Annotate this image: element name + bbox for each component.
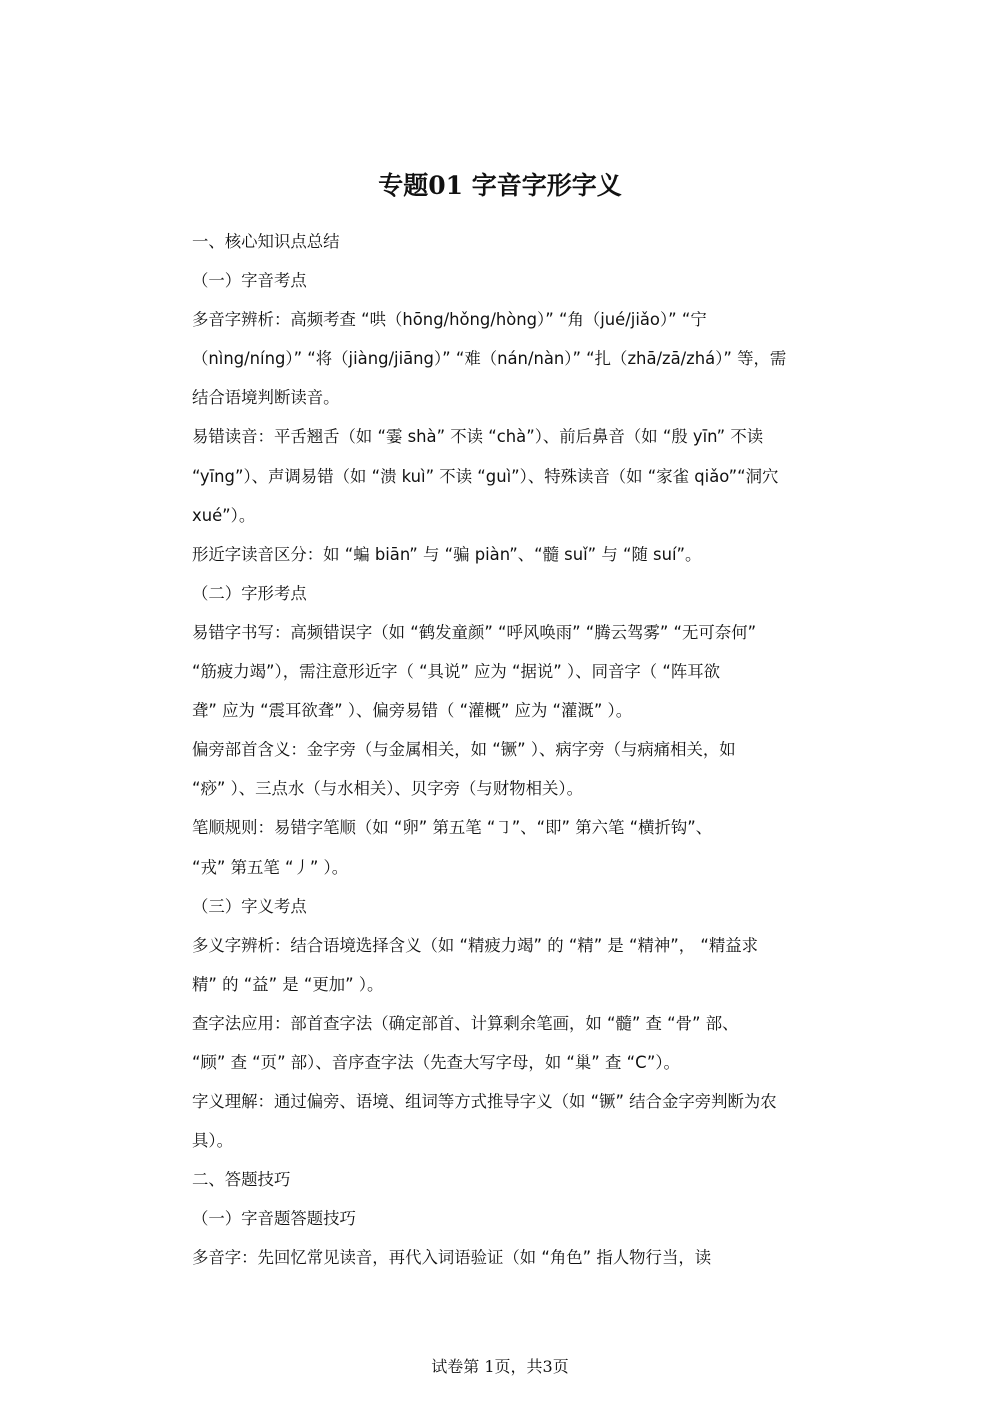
text-line: “yīng”）、声调易错（如 “溃 kuì” 不读 “guì”）、特殊读音（如 “家雀 qiǎo”“洞穴 — [192, 466, 779, 486]
subsection-heading-pronunciation: （一）字音考点 — [192, 271, 307, 291]
text-line: “筋疲力竭”），需注意形近字（ “具说” 应为 “据说” ）、同音字（ “阵耳欲 — [192, 662, 721, 682]
subsection-heading-glyph: （二）字形考点 — [192, 583, 307, 603]
text-line: 多音字辨析：高频考查 “哄（hōng/hǒng/hòng）” “角（jué/jiǎo）” “宁 — [192, 310, 707, 330]
text-line: 易错读音：平舌翘舌（如 “霎 shà” 不读 “chà”）、前后鼻音（如 “殷 yīn” 不读 — [192, 427, 764, 447]
text-line: 聋” 应为 “震耳欲聋” ）、偏旁易错（ “灌概” 应为 “灌溉” ）。 — [192, 701, 633, 721]
subsection-heading-pronunciation-tips: （一）字音题答题技巧 — [192, 1209, 356, 1229]
text-line: xué”）。 — [192, 505, 256, 525]
text-line: 多义字辨析：结合语境选择含义（如 “精疲力竭” 的 “精” 是 “精神”， “精益求 — [192, 935, 759, 955]
text-line: 精” 的 “益” 是 “更加” ）。 — [192, 974, 384, 994]
section-heading-core-knowledge: 一、核心知识点总结 — [192, 232, 340, 251]
text-line: “痧” ）、三点水（与水相关）、贝字旁（与财物相关）。 — [192, 779, 583, 799]
document-body — [192, 222, 852, 1278]
text-line: 易错字书写：高频错误字（如 “鹤发童颜” “呼风唤雨” “腾云驾雾” “无可奈何” — [192, 622, 757, 642]
subsection-heading-meaning: （三）字义考点 — [192, 896, 307, 916]
text-line: 多音字：先回忆常见读音，再代入词语验证（如 “角色” 指人物行当，读 — [192, 1248, 712, 1268]
text-line: 字义理解：通过偏旁、语境、组词等方式推导字义（如 “镢” 结合金字旁判断为农 — [192, 1092, 777, 1112]
section-heading-answer-tips: 二、答题技巧 — [192, 1170, 291, 1190]
text-line: 偏旁部首含义：金字旁（与金属相关，如 “镢” ）、病字旁（与病痛相关，如 — [192, 740, 736, 760]
text-line: 笔顺规则：易错字笔顺（如 “卵” 第五笔 “㇆”、“即” 第六笔 “横折钩”、 — [192, 818, 713, 838]
page-footer: 试卷第 1页，共3页 — [431, 1357, 569, 1376]
text-line: 查字法应用：部首查字法（确定部首、计算剩余笔画，如 “髓” 查 “骨” 部、 — [192, 1013, 739, 1033]
page-title: 专题01 字音字形字义 — [378, 171, 622, 200]
text-line: 结合语境判断读音。 — [192, 388, 340, 408]
text-line: 形近字读音区分：如 “蝙 biān” 与 “骗 piàn”、“髓 suǐ” 与 “随 suí”。 — [192, 544, 702, 564]
text-line: “戎” 第五笔 “丿” ）。 — [192, 857, 349, 877]
text-line: 具）。 — [192, 1131, 233, 1151]
text-line: （nìng/níng）” “将（jiàng/jiāng）” “难（nán/nàn）” “扎（zhā/zā/zhá）” 等，需 — [192, 349, 787, 369]
text-line: “顾” 查 “页” 部）、音序查字法（先查大写字母，如 “巢” 查 “C”）。 — [192, 1052, 680, 1072]
